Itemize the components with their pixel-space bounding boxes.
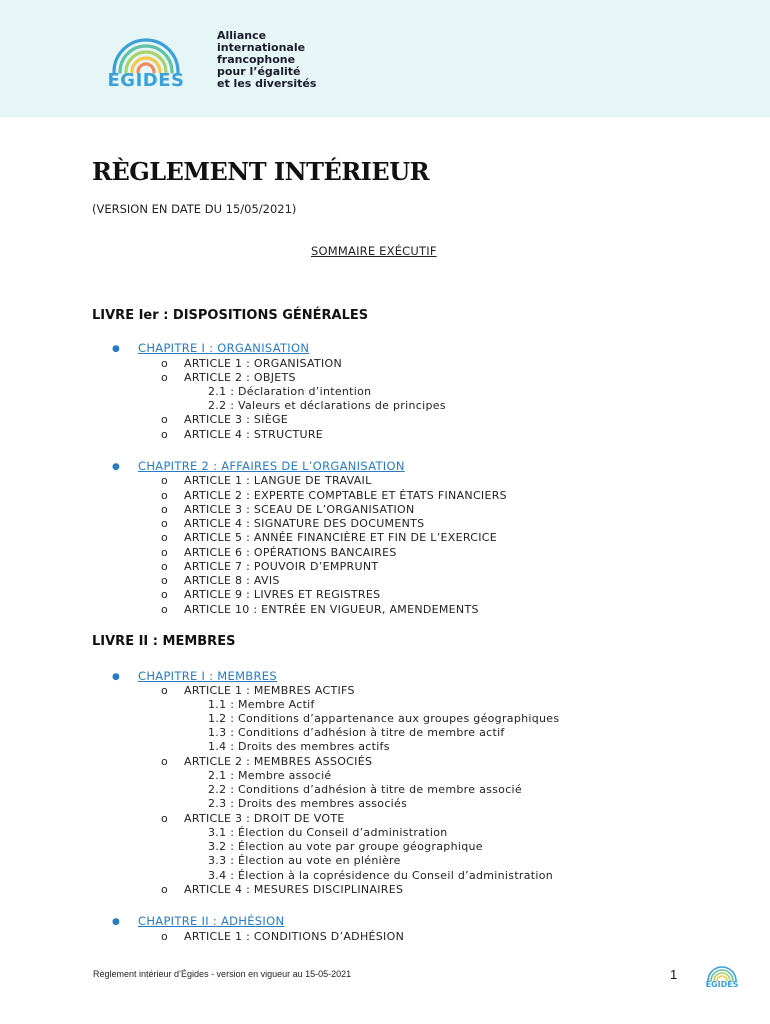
circle-bullet-icon: o [161, 413, 169, 426]
article-item: o ARTICLE 2 : OBJETS [161, 371, 296, 384]
chapter-title[interactable]: CHAPITRE II : ADHÉSION [138, 914, 285, 928]
circle-bullet-icon: o [161, 503, 169, 516]
sub-article-item: 3.2 : Élection au vote par groupe géographique [208, 840, 483, 853]
summary-heading: SOMMAIRE EXÉCUTIF [311, 244, 437, 258]
chapter-title[interactable]: CHAPITRE I : MEMBRES [138, 669, 277, 683]
circle-bullet-icon: o [161, 428, 169, 441]
circle-bullet-icon: o [161, 474, 169, 487]
org-line: francophone [217, 53, 296, 66]
sub-article-item: 1.4 : Droits des membres actifs [208, 740, 390, 753]
sub-article-item: 3.4 : Élection à la coprésidence du Conseil d’administration [208, 869, 554, 882]
sub-article-item: 2.1 : Déclaration d’intention [208, 385, 372, 398]
sub-article-item: 1.1 : Membre Actif [208, 698, 315, 711]
circle-bullet-icon: o [161, 603, 169, 616]
article-item: o ARTICLE 1 : MEMBRES ACTIFS [161, 684, 355, 697]
chapter-link-organisation[interactable] [112, 341, 309, 355]
book-title-1: LIVRE Ier : DISPOSITIONS GÉNÉRALES [92, 308, 369, 323]
org-line: et les diversités [217, 77, 317, 90]
org-line: Alliance [217, 29, 267, 42]
circle-bullet-icon: o [161, 546, 169, 559]
article-item: o ARTICLE 5 : ANNÉE FINANCIÈRE ET FIN DE L’EXERCICE [161, 531, 497, 544]
article-item: o ARTICLE 4 : MESURES DISCIPLINAIRES [161, 883, 404, 896]
circle-bullet-icon: o [161, 588, 169, 601]
book-title-2: LIVRE II : MEMBRES [92, 634, 236, 649]
circle-bullet-icon: o [161, 883, 169, 896]
page-number: 1 [670, 967, 678, 982]
chapter-title[interactable]: CHAPITRE 2 : AFFAIRES DE L’ORGANISATION [138, 459, 405, 473]
circle-bullet-icon: o [161, 574, 169, 587]
sub-article-item: 1.3 : Conditions d’adhésion à titre de membre actif [208, 726, 505, 739]
version-date: (VERSION EN DATE DU 15/05/2021) [92, 202, 297, 216]
article-item: o ARTICLE 1 : CONDITIONS D’ADHÉSION [161, 930, 405, 943]
chapter-title[interactable]: CHAPITRE I : ORGANISATION [138, 341, 310, 355]
rainbow-arc-icon [702, 962, 742, 982]
bullet-icon: ● [112, 672, 120, 682]
org-line: internationale [217, 41, 306, 54]
circle-bullet-icon: o [161, 684, 169, 697]
article-item: o ARTICLE 10 : ENTRÉE EN VIGUEUR, AMENDEMENTS [161, 603, 479, 616]
logo-wordmark: EGIDES [107, 70, 185, 91]
footer-logo-wordmark: EGIDES [705, 980, 739, 989]
egides-logo [100, 28, 192, 94]
circle-bullet-icon: o [161, 755, 169, 768]
article-item: o ARTICLE 9 : LIVRES ET REGISTRES [161, 588, 381, 601]
sub-article-item: 2.2 : Valeurs et déclarations de principes [208, 399, 446, 412]
article-item: o ARTICLE 7 : POUVOIR D’EMPRUNT [161, 560, 379, 573]
circle-bullet-icon: o [161, 517, 169, 530]
article-item: o ARTICLE 4 : STRUCTURE [161, 428, 324, 441]
circle-bullet-icon: o [161, 489, 169, 502]
chapter-link-adhesion[interactable] [112, 914, 284, 928]
rainbow-arc-icon [100, 28, 192, 74]
bullet-icon: ● [112, 344, 120, 354]
sub-article-item: 2.1 : Membre associé [208, 769, 332, 782]
organization-name [217, 30, 316, 90]
article-item: o ARTICLE 3 : DROIT DE VOTE [161, 812, 345, 825]
article-item: o ARTICLE 1 : LANGUE DE TRAVAIL [161, 474, 372, 487]
circle-bullet-icon: o [161, 357, 169, 370]
sub-article-item: 1.2 : Conditions d’appartenance aux groupes géographiques [208, 712, 560, 725]
sub-article-item: 3.1 : Élection du Conseil d’administration [208, 826, 448, 839]
circle-bullet-icon: o [161, 930, 169, 943]
circle-bullet-icon: o [161, 812, 169, 825]
article-item: o ARTICLE 3 : SIÈGE [161, 413, 289, 426]
header-banner [0, 0, 770, 117]
sub-article-item: 2.2 : Conditions d’adhésion à titre de membre associé [208, 783, 522, 796]
article-item: o ARTICLE 4 : SIGNATURE DES DOCUMENTS [161, 517, 425, 530]
circle-bullet-icon: o [161, 560, 169, 573]
bullet-icon: ● [112, 462, 120, 472]
sub-article-item: 2.3 : Droits des membres associés [208, 797, 408, 810]
chapter-link-membres[interactable] [112, 669, 277, 683]
bullet-icon: ● [112, 917, 120, 927]
footer-text: Règlement intérieur d’Égides - version en vigueur au 15-05-2021 [93, 969, 352, 979]
footer-logo [702, 962, 742, 990]
document-title: RÈGLEMENT INTÉRIEUR [92, 157, 430, 186]
article-item: o ARTICLE 3 : SCEAU DE L’ORGANISATION [161, 503, 415, 516]
circle-bullet-icon: o [161, 531, 169, 544]
org-line: pour l’égalité [217, 65, 301, 78]
sub-article-item: 3.3 : Élection au vote en plénière [208, 854, 401, 867]
article-item: o ARTICLE 8 : AVIS [161, 574, 280, 587]
circle-bullet-icon: o [161, 371, 169, 384]
article-item: o ARTICLE 6 : OPÉRATIONS BANCAIRES [161, 546, 397, 559]
article-item: o ARTICLE 1 : ORGANISATION [161, 357, 343, 370]
article-item: o ARTICLE 2 : MEMBRES ASSOCIÉS [161, 755, 373, 768]
article-item: o ARTICLE 2 : EXPERTE COMPTABLE ET ÉTATS FINANCIERS [161, 489, 507, 502]
chapter-link-affaires[interactable] [112, 459, 405, 473]
